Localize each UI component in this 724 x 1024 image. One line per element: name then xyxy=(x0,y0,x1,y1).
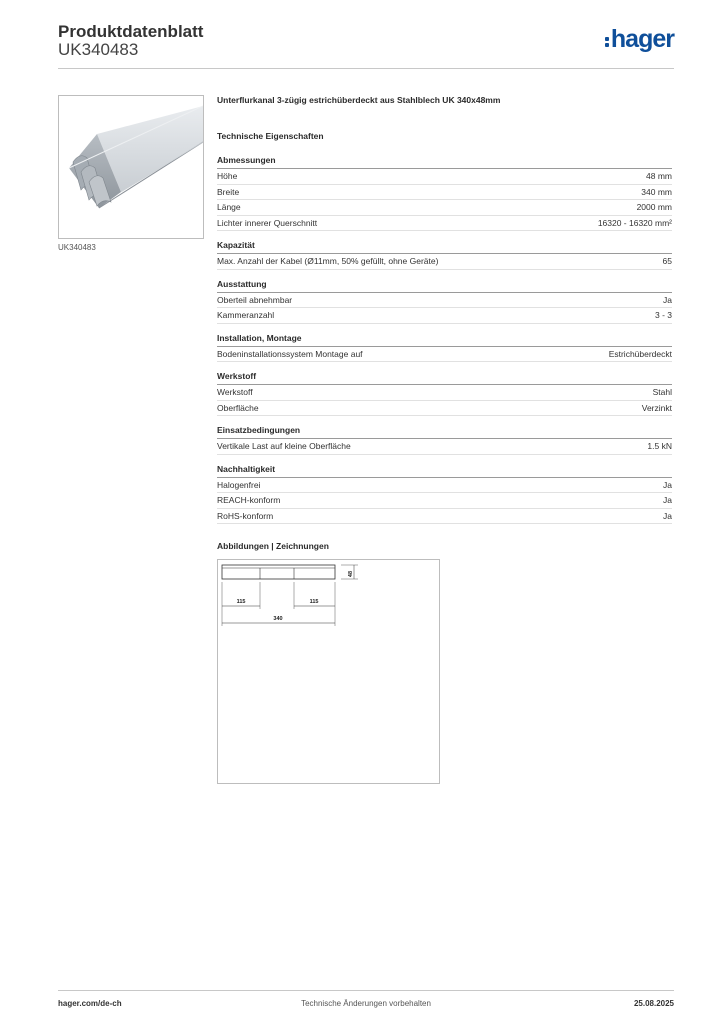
table-row xyxy=(217,200,672,216)
row-label: Max. Anzahl der Kabel (Ø11mm, 50% gefüllt, ohne Geräte) xyxy=(217,256,439,266)
row-value: 65 xyxy=(662,256,672,266)
section-title: Einsatzbedingungen xyxy=(217,425,672,439)
row-value: Ja xyxy=(663,495,672,505)
table-row xyxy=(217,185,672,201)
row-label: Bodeninstallationssystem Montage auf xyxy=(217,348,363,359)
technical-properties-heading: Technische Eigenschaften xyxy=(217,131,324,141)
row-value: 340 mm xyxy=(641,186,672,197)
dimension-height: 48 xyxy=(348,570,354,578)
row-label: Oberfläche xyxy=(217,402,259,413)
footer-date: 25.08.2025 xyxy=(633,999,674,1008)
page-header xyxy=(58,20,674,69)
section-sustainability xyxy=(217,464,672,525)
table-row xyxy=(217,308,672,324)
section-dimensions xyxy=(217,155,672,231)
row-label: Kammeranzahl xyxy=(217,310,275,320)
row-value: Ja xyxy=(663,294,672,305)
row-value: 1.5 kN xyxy=(647,441,672,451)
row-label: Oberteil abnehmbar xyxy=(217,294,293,305)
row-label: Lichter innerer Querschnitt xyxy=(217,217,318,228)
cable-duct-illustration xyxy=(59,96,203,238)
section-title: Kapazität xyxy=(217,240,672,254)
section-title: Abmessungen xyxy=(217,155,672,169)
row-value: 2000 mm xyxy=(636,202,672,212)
section-equipment xyxy=(217,279,672,324)
row-label: REACH-konform xyxy=(217,495,281,505)
table-row xyxy=(217,509,672,525)
table-row xyxy=(217,439,672,455)
footer-disclaimer: Technische Änderungen vorbehalten xyxy=(301,999,431,1008)
section-title: Ausstattung xyxy=(217,279,672,293)
product-name: Unterflurkanal 3-zügig estrichüberdeckt aus Stahlblech UK 340x48mm xyxy=(217,95,501,105)
row-value: Ja xyxy=(663,510,672,521)
section-material xyxy=(217,371,672,416)
table-row xyxy=(217,169,672,185)
section-title: Installation, Montage xyxy=(217,333,672,347)
row-value: Ja xyxy=(663,479,672,490)
row-value: 3 - 3 xyxy=(654,310,672,320)
table-row xyxy=(217,216,672,232)
dimension-left: 115 xyxy=(236,599,246,605)
dimension-right: 115 xyxy=(309,599,319,605)
table-row xyxy=(217,478,672,494)
product-image xyxy=(58,95,204,239)
row-value: Estrichüberdeckt xyxy=(608,348,672,359)
product-details xyxy=(217,95,672,533)
page-footer xyxy=(58,990,674,1012)
product-code: UK340483 xyxy=(58,40,139,59)
logo-text: hager xyxy=(610,25,674,53)
row-label: Werkstoff xyxy=(217,387,253,397)
footer-website-link[interactable]: hager.com/de-ch xyxy=(58,999,122,1008)
document-title: Produktdatenblatt xyxy=(58,22,204,41)
row-label: Halogenfrei xyxy=(217,479,261,490)
section-installation xyxy=(217,333,672,363)
section-capacity xyxy=(217,240,672,270)
drawings-heading: Abbildungen | Zeichnungen xyxy=(217,541,329,551)
hager-logo xyxy=(605,25,674,54)
section-operating-conditions xyxy=(217,425,672,455)
table-row xyxy=(217,493,672,509)
row-label: RoHS-konform xyxy=(217,510,274,521)
table-row xyxy=(217,385,672,401)
product-image-caption: UK340483 xyxy=(58,243,96,252)
row-value: Stahl xyxy=(652,387,672,397)
section-title: Werkstoff xyxy=(217,371,672,385)
row-value: Verzinkt xyxy=(641,402,672,413)
section-title: Nachhaltigkeit xyxy=(217,464,672,478)
table-row xyxy=(217,347,672,363)
dimension-total: 340 xyxy=(273,616,283,622)
table-row xyxy=(217,401,672,417)
row-value: 16320 - 16320 mm² xyxy=(597,217,672,228)
table-row xyxy=(217,293,672,309)
table-row xyxy=(217,254,672,270)
row-label: Vertikale Last auf kleine Oberfläche xyxy=(217,441,351,451)
row-label: Länge xyxy=(217,202,241,212)
row-label: Breite xyxy=(217,186,240,197)
row-label: Höhe xyxy=(217,171,238,181)
cross-section-drawing xyxy=(218,560,439,783)
row-value: 48 mm xyxy=(646,171,672,181)
technical-drawing xyxy=(217,559,440,784)
logo-dot-bottom xyxy=(605,43,609,47)
logo-dot-top xyxy=(605,37,609,41)
